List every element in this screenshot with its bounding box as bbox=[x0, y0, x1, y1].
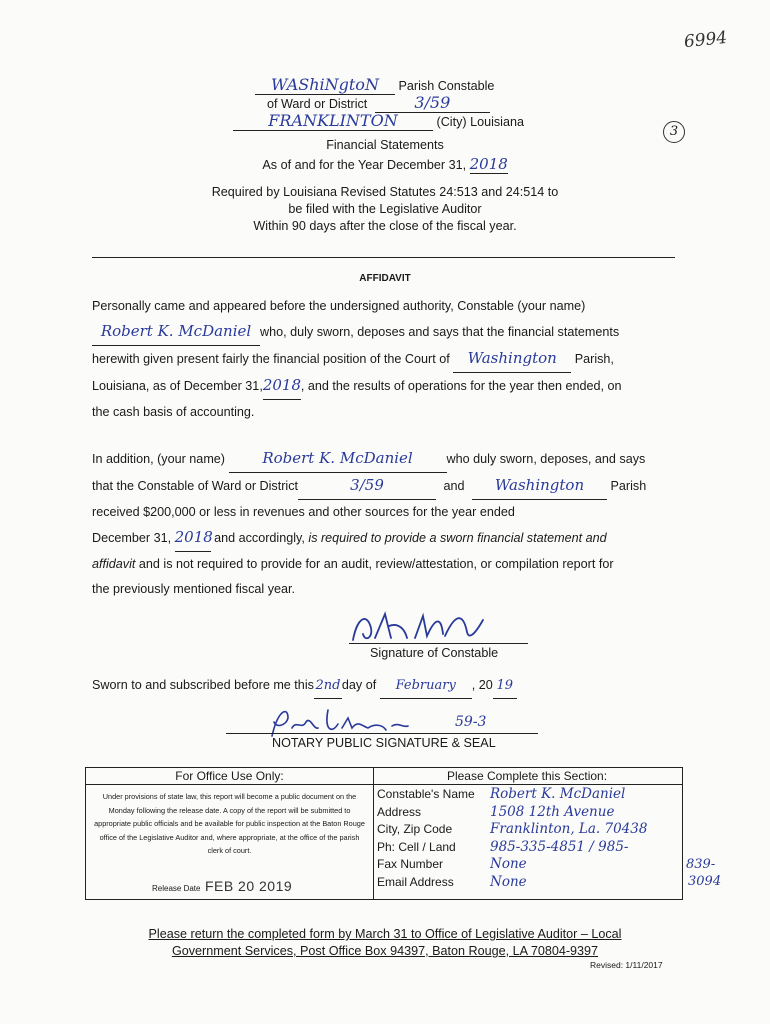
p2-name: Robert K. McDaniel bbox=[262, 449, 413, 467]
sworn-b: day of bbox=[341, 678, 377, 692]
title-prefix: As of and for the Year December 31, bbox=[262, 158, 467, 172]
constable-signature bbox=[345, 608, 495, 648]
row-label-city: City, Zip Code bbox=[377, 822, 453, 836]
row-value-address: 1508 12th Avenue bbox=[490, 803, 615, 820]
affidavit-paragraph-1 bbox=[92, 294, 676, 425]
row-label-fax: Fax Number bbox=[377, 857, 444, 871]
row-label-phone: Ph: Cell / Land bbox=[377, 839, 456, 854]
release-label: Release Date bbox=[152, 884, 201, 893]
release-row bbox=[152, 878, 292, 896]
footer-instructions bbox=[0, 926, 770, 960]
p1-line-3-a: herewith given present fairly the financial position of the Court of bbox=[92, 352, 450, 366]
city-value: FRANKLINTON bbox=[268, 111, 398, 130]
row-value-city: Franklinton, La. 70438 bbox=[490, 821, 648, 837]
row-value-phone: 985-335-4851 / 985- bbox=[490, 838, 629, 855]
title-line-1: Financial Statements bbox=[326, 138, 444, 152]
p1-line-4-a: Louisiana, as of December 31, bbox=[92, 379, 263, 393]
row-value-email: None bbox=[490, 873, 527, 890]
constable-name: Robert K. McDaniel bbox=[100, 322, 252, 340]
requirement-block bbox=[0, 184, 770, 235]
p2-line-6: the previously mentioned fiscal year. bbox=[92, 582, 296, 596]
parish-name: WAShiNgtoN bbox=[271, 75, 379, 94]
sworn-a: Sworn to and subscribed before me this bbox=[92, 678, 314, 692]
p2-a: In addition, (your name) bbox=[92, 452, 226, 466]
p1-line-2-rest: who, duly sworn, deposes and says that the financial statements bbox=[260, 325, 620, 339]
ward-value: 3/59 bbox=[414, 93, 451, 112]
release-date: FEB 20 2019 bbox=[204, 878, 293, 894]
city-label: (City) Louisiana bbox=[436, 115, 524, 129]
p2-and: and bbox=[443, 479, 465, 493]
p1-line-3-b: Parish, bbox=[574, 352, 614, 366]
sworn-year-suffix: 19 bbox=[496, 678, 514, 693]
complete-rows bbox=[377, 786, 647, 891]
complete-heading: Please Complete this Section: bbox=[372, 768, 682, 785]
p2-line-4-italic: is required to provide a sworn financial statement and bbox=[308, 531, 607, 545]
phone-overflow-2: 3094 bbox=[688, 874, 722, 889]
p2-parish: Washington bbox=[494, 476, 585, 494]
p2-line-3: received $200,000 or less in revenues and other sources for the year ended bbox=[92, 505, 515, 519]
p2-line-5-italic: affidavit bbox=[92, 557, 136, 571]
office-use-box bbox=[85, 767, 374, 900]
sworn-year-prefix: , 20 bbox=[471, 678, 493, 692]
p2-line-4-a: December 31, bbox=[92, 531, 172, 545]
p2-parish-label: Parish bbox=[610, 479, 647, 493]
complete-section-box bbox=[372, 767, 683, 900]
p1-year: 2018 bbox=[262, 376, 302, 394]
title-year: 2018 bbox=[469, 155, 508, 173]
phone-overflow-1: 839- bbox=[686, 857, 716, 872]
sworn-day: 2nd bbox=[315, 678, 341, 693]
court-parish: Washington bbox=[467, 349, 557, 367]
affidavit-heading: AFFIDAVIT bbox=[359, 273, 411, 284]
p2-year: 2018 bbox=[174, 528, 213, 546]
notary-line bbox=[226, 733, 538, 734]
signature-label: Signature of Constable bbox=[370, 646, 499, 660]
ward-label: of Ward or District bbox=[267, 97, 368, 111]
row-value-name: Robert K. McDaniel bbox=[490, 786, 626, 802]
footer-line-1: Please return the completed form by March 31 to Office of Legislative Auditor – Local bbox=[148, 927, 622, 941]
row-label-address: Address bbox=[377, 804, 422, 819]
row-value-fax: None bbox=[490, 856, 527, 872]
notary-signature bbox=[258, 700, 458, 740]
p2-line-4-b: and accordingly, bbox=[214, 531, 305, 545]
row-label-email: Email Address bbox=[377, 874, 454, 889]
p1-line-1: Personally came and appeared before the undersigned authority, Constable (your name) bbox=[92, 299, 586, 313]
requirement-line-1: Required by Louisiana Revised Statutes 24:513 and 24:514 to bbox=[211, 185, 559, 199]
p2-line-5-rest: and is not required to provide for an audit, review/attestation, or compilation report for bbox=[138, 557, 614, 571]
title-line-2 bbox=[0, 155, 770, 174]
requirement-line-3: Within 90 days after the close of the fiscal year. bbox=[253, 219, 517, 233]
requirement-line-2: be filed with the Legislative Auditor bbox=[288, 202, 482, 216]
office-use-heading: For Office Use Only: bbox=[86, 768, 373, 785]
p1-line-4-b: , and the results of operations for the year then ended, on bbox=[300, 379, 622, 393]
revised-date: Revised: 1/11/2017 bbox=[590, 960, 663, 970]
notary-number: 59-3 bbox=[455, 714, 487, 730]
footer-line-2: Government Services, Post Office Box 94397, Baton Rouge, LA 70804-9397 bbox=[171, 944, 599, 958]
affidavit-paragraph-2 bbox=[92, 446, 676, 602]
p2-c: that the Constable of Ward or District bbox=[92, 479, 299, 493]
p2-b: who duly sworn, deposes, and says bbox=[446, 452, 646, 466]
corner-number: 6994 bbox=[683, 27, 729, 53]
p2-district: 3/59 bbox=[350, 476, 384, 494]
signature-line bbox=[349, 643, 528, 644]
p1-line-5: the cash basis of accounting. bbox=[92, 405, 255, 419]
sworn-month: February bbox=[395, 678, 456, 693]
sworn-line bbox=[92, 673, 517, 699]
office-use-text: Under provisions of state law, this report will become a public document on the Monday following the release date. A copy of the report will be submitted to appropriate public officials and be available for public inspection at the Baton Rouge office of the Legislative Auditor and, where appropriate, at the office of the parish clerk of court. bbox=[94, 792, 365, 855]
row-label-name: Constable's Name bbox=[377, 787, 475, 801]
parish-label: Parish Constable bbox=[398, 79, 495, 93]
notary-label: NOTARY PUBLIC SIGNATURE & SEAL bbox=[272, 736, 496, 750]
divider bbox=[92, 257, 675, 258]
page-circle-number: 3 bbox=[663, 121, 685, 143]
